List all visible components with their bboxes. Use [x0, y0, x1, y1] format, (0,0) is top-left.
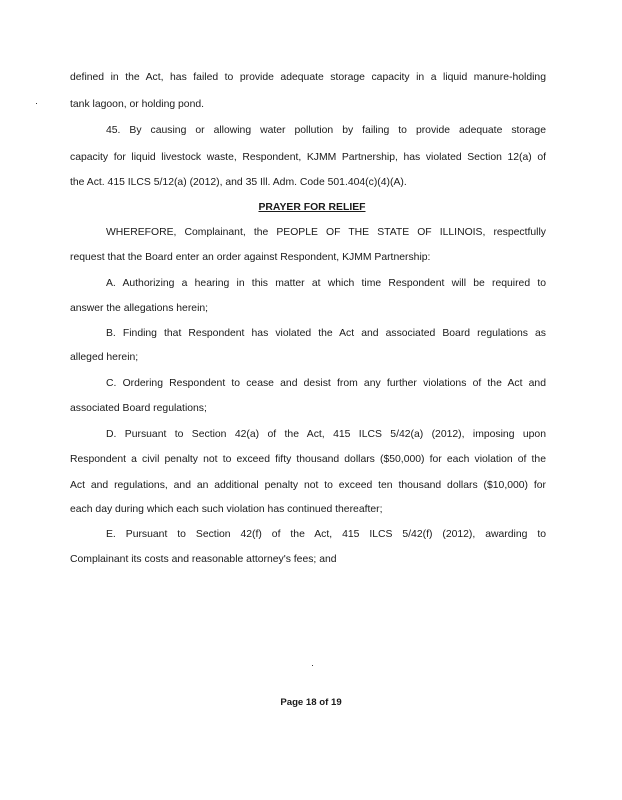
section-heading: PRAYER FOR RELIEF	[258, 202, 366, 213]
body-line: associated Board regulations;	[70, 403, 207, 414]
page-number: Page 18 of 19	[280, 697, 342, 708]
scan-speck	[36, 103, 37, 104]
relief-item-e: E. Pursuant to Section 42(f) of the Act, 415 ILCS 5/42(f) (2012), awarding to	[106, 529, 546, 540]
paragraph-45-first-line: 45. By causing or allowing water pollution by failing to provide adequate storage	[106, 125, 546, 136]
body-line: answer the allegations herein;	[70, 303, 209, 314]
relief-item-d: D. Pursuant to Section 42(a) of the Act, 415 ILCS 5/42(a) (2012), imposing upon	[106, 429, 546, 440]
body-line: Act and regulations, and an additional penalty not to exceed ten thousand dollars ($10,000) for	[70, 480, 546, 491]
body-line: Respondent a civil penalty not to exceed fifty thousand dollars ($50,000) for each violation of the	[70, 454, 546, 465]
scan-speck	[312, 665, 313, 666]
body-line: defined in the Act, has failed to provide adequate storage capacity in a liquid manure-holding	[70, 72, 546, 83]
relief-item-b: B. Finding that Respondent has violated the Act and associated Board regulations as	[106, 328, 546, 339]
body-line: capacity for liquid livestock waste, Respondent, KJMM Partnership, has violated Section 12(a) of	[70, 152, 546, 163]
relief-item-c: C. Ordering Respondent to cease and desist from any further violations of the Act and	[106, 378, 546, 389]
body-line: request that the Board enter an order against Respondent, KJMM Partnership:	[70, 252, 431, 263]
body-line: the Act. 415 ILCS 5/12(a) (2012), and 35 Ill. Adm. Code 501.404(c)(4)(A).	[70, 177, 407, 188]
body-line: Complainant its costs and reasonable attorney's fees; and	[70, 554, 337, 565]
wherefore-first-line: WHEREFORE, Complainant, the PEOPLE OF THE STATE OF ILLINOIS, respectfully	[106, 227, 546, 238]
relief-item-a: A. Authorizing a hearing in this matter at which time Respondent will be required to	[106, 278, 546, 289]
body-line: tank lagoon, or holding pond.	[70, 99, 205, 110]
body-line: each day during which each such violation has continued thereafter;	[70, 504, 383, 515]
body-line: alleged herein;	[70, 352, 139, 363]
